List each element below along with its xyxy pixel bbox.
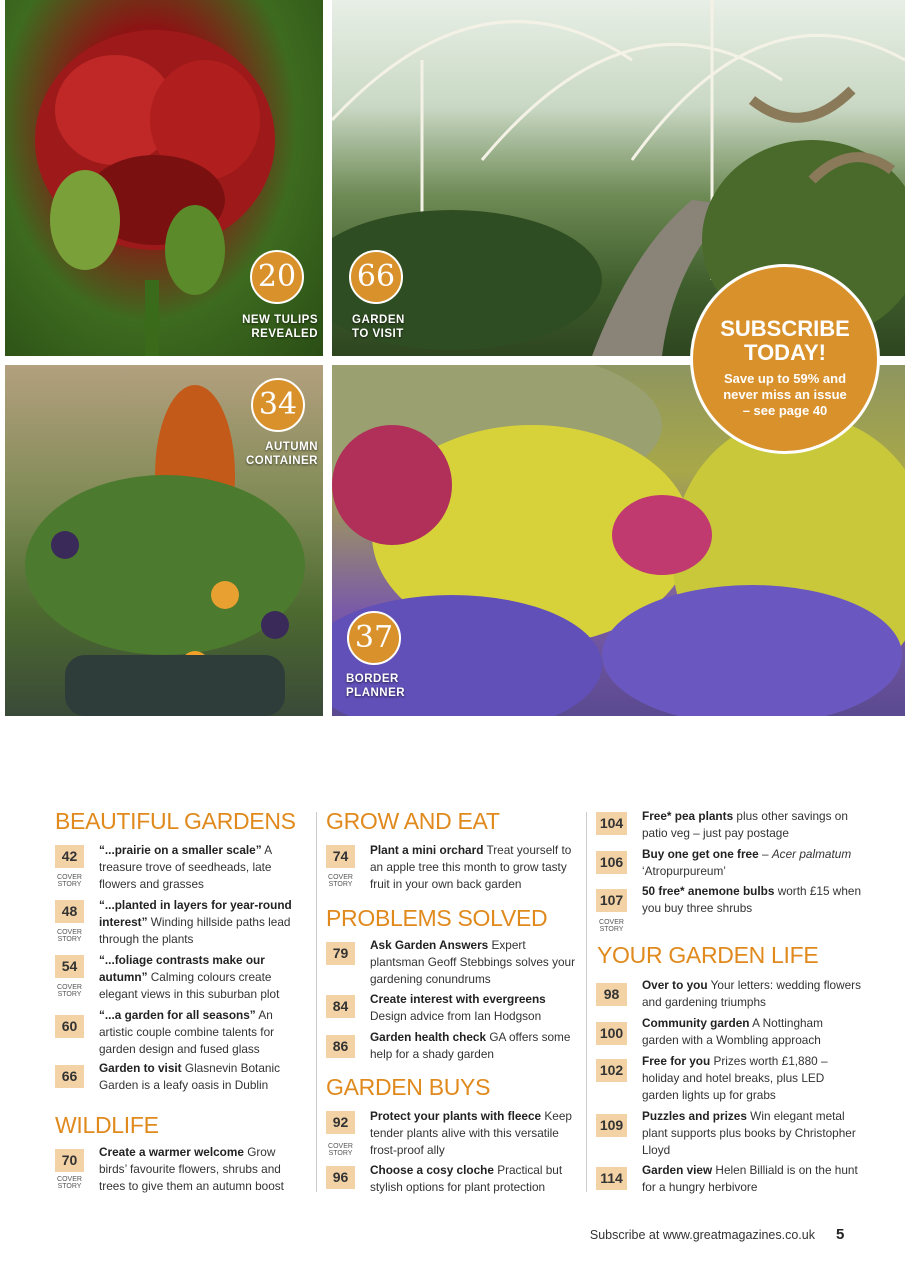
- item-text: [370, 842, 580, 893]
- garden-caption: [352, 313, 405, 341]
- item-title: Choose a cosy cloche: [370, 1163, 494, 1177]
- item-title: Garden to visit: [99, 1061, 182, 1075]
- page-number: 102: [596, 1059, 627, 1082]
- tulip-caption-line1: NEW TULIPS: [242, 314, 318, 326]
- item-text: [99, 952, 295, 1003]
- cover-line1: COVER: [328, 1143, 353, 1150]
- cover-line1: COVER: [57, 984, 82, 991]
- container-page-badge: 34: [251, 378, 305, 432]
- item-desc: Win elegant metal plant supports plus books by Christopher Lloyd: [642, 1109, 856, 1157]
- page-number: 84: [326, 995, 355, 1018]
- cover-line2: STORY: [57, 991, 82, 998]
- item-title: “...planted in layers for year-round interest”: [99, 898, 292, 929]
- border-caption-line1: BORDER: [346, 673, 399, 685]
- page-number: 109: [596, 1114, 627, 1137]
- cover-story-label: [55, 984, 84, 998]
- page-number: 86: [326, 1035, 355, 1058]
- item-title: “...prairie on a smaller scale”: [99, 843, 262, 857]
- subscribe-line4: never miss an issue: [723, 387, 847, 402]
- item-text: [99, 1007, 295, 1058]
- cover-story-label: [55, 1176, 84, 1190]
- item-text: [642, 846, 862, 880]
- page-number: 66: [55, 1065, 84, 1088]
- item-desc: worth £15 when you buy three shrubs: [642, 884, 862, 915]
- item-desc: Your letters: wedding flowers and gardening triumphs: [642, 978, 862, 1009]
- item-text: [370, 937, 580, 988]
- section-heading-your-garden-life: YOUR GARDEN LIFE: [597, 942, 819, 968]
- item-desc: A treasure trove of seedheads, late flowers and grasses: [99, 843, 272, 891]
- item-desc: –: [758, 847, 772, 861]
- cover-line2: STORY: [599, 926, 624, 933]
- section-heading-garden-buys: GARDEN BUYS: [326, 1074, 491, 1100]
- item-desc: Design advice from Ian Hodgson: [370, 1009, 542, 1023]
- page-number: 74: [326, 845, 355, 868]
- border-page-badge: 37: [347, 611, 401, 665]
- garden-caption-line2: TO VISIT: [352, 328, 404, 340]
- page-number-footer: 5: [836, 1226, 845, 1243]
- page-number: 107: [596, 889, 627, 912]
- item-title: Ask Garden Answers: [370, 938, 489, 952]
- item-desc: Winding hillside paths lead through the plants: [99, 915, 291, 946]
- tulip-caption-line2: REVEALED: [251, 328, 318, 340]
- item-title: Over to you: [642, 978, 708, 992]
- item-title: 50 free* anemone bulbs: [642, 884, 775, 898]
- cover-line2: STORY: [57, 936, 82, 943]
- item-title: Puzzles and prizes: [642, 1109, 747, 1123]
- item-desc: plus other savings on patio veg – just pay postage: [642, 809, 848, 840]
- item-title: Free for you: [642, 1054, 711, 1068]
- container-caption-line2: CONTAINER: [245, 455, 318, 467]
- item-desc: Practical but stylish options for plant protection: [370, 1163, 563, 1194]
- item-desc: GA offers some help for a shady garden: [370, 1030, 571, 1061]
- item-text: [370, 991, 580, 1025]
- page-number: 70: [55, 1149, 84, 1172]
- section-heading-wildlife: WILDLIFE: [55, 1112, 159, 1138]
- item-desc: Treat yourself to an apple tree this month to grow tasty fruit in your own back garden: [370, 843, 572, 891]
- item-title: “...a garden for all seasons”: [99, 1008, 256, 1022]
- item-text: [99, 1144, 295, 1195]
- item-text: [642, 977, 862, 1011]
- cover-line2: STORY: [328, 1150, 353, 1157]
- subscribe-title: [693, 317, 877, 365]
- container-caption: [238, 440, 318, 468]
- item-text: [370, 1162, 580, 1196]
- subscribe-line5: – see page 40: [742, 403, 828, 418]
- column-divider-1: [316, 812, 317, 1192]
- item-title: Buy one get one free: [642, 847, 759, 861]
- cover-story-label: [326, 874, 355, 888]
- page-number: 79: [326, 942, 355, 965]
- border-caption-line2: PLANNER: [346, 687, 406, 699]
- item-title: Create interest with evergreens: [370, 992, 546, 1006]
- item-text: [642, 808, 862, 842]
- subscribe-line3: Save up to 59% and: [723, 371, 847, 386]
- subscribe-link[interactable]: Subscribe at www.greatmagazines.co.uk: [589, 1228, 815, 1242]
- item-title: Create a warmer welcome: [99, 1145, 244, 1159]
- item-desc: Keep tender plants alive with this versatile frost-proof ally: [370, 1109, 572, 1157]
- page-number: 92: [326, 1111, 355, 1134]
- cover-story-label: [326, 1143, 355, 1157]
- cover-line2: STORY: [57, 881, 82, 888]
- item-desc: A Nottingham garden with a Wombling approach: [642, 1016, 823, 1047]
- item-text: [370, 1108, 580, 1159]
- item-text: [99, 1060, 295, 1094]
- item-text: [99, 842, 295, 893]
- page-number: 100: [596, 1022, 627, 1045]
- section-heading-beautiful-gardens: BEAUTIFUL GARDENS: [55, 808, 296, 834]
- page-number: 96: [326, 1166, 355, 1189]
- item-title: Community garden: [642, 1016, 750, 1030]
- page-number: 104: [596, 812, 627, 835]
- item-text: [370, 1029, 580, 1063]
- tulip-page-badge: 20: [250, 250, 304, 304]
- page-number: 114: [596, 1167, 627, 1190]
- item-italic: Acer palmatum: [771, 847, 852, 861]
- page-number: 54: [55, 955, 84, 978]
- cover-story-label: [55, 874, 84, 888]
- item-title: Garden view: [642, 1163, 713, 1177]
- page-number: 106: [596, 851, 627, 874]
- item-text: [642, 1053, 862, 1104]
- page-number: 98: [596, 983, 627, 1006]
- garden-caption-line1: GARDEN: [352, 314, 405, 326]
- item-text: [642, 883, 862, 917]
- page-number: 42: [55, 845, 84, 868]
- item-title: Protect your plants with fleece: [370, 1109, 542, 1123]
- item-text: [99, 897, 295, 948]
- cover-line1: COVER: [57, 929, 82, 936]
- subscribe-badge[interactable]: [690, 264, 880, 454]
- border-caption: [346, 672, 405, 700]
- item-title: Garden health check: [370, 1030, 487, 1044]
- section-heading-grow-and-eat: GROW AND EAT: [326, 808, 500, 834]
- item-title: “...foliage contrasts make our autumn”: [99, 953, 265, 984]
- page-number: 60: [55, 1015, 84, 1038]
- cover-line1: COVER: [57, 874, 82, 881]
- cover-story-label: [596, 919, 627, 933]
- item-desc: An artistic couple combine talents for garden design and fused glass: [99, 1008, 275, 1056]
- item-desc: Prizes worth £1,880 – holiday and hotel breaks, plus LED garden lights up for grabs: [642, 1054, 828, 1102]
- garden-page-badge: 66: [349, 250, 403, 304]
- cover-line1: COVER: [57, 1176, 82, 1183]
- item-text: [642, 1015, 862, 1049]
- container-caption-line1: AUTUMN: [265, 441, 318, 453]
- item-desc: Expert plantsman Geoff Stebbings solves your gardening conundrums: [370, 938, 576, 986]
- item-desc: Calming colours create elegant views in this suburban plot: [99, 970, 280, 1001]
- column-divider-2: [586, 812, 587, 1192]
- item-text: [642, 1162, 862, 1196]
- subscribe-offer: [693, 371, 877, 419]
- item-desc: Glasnevin Botanic Garden is a leafy oasis in Dublin: [99, 1061, 280, 1092]
- tulip-caption: [240, 313, 318, 341]
- cover-line2: STORY: [328, 881, 353, 888]
- cover-line1: COVER: [599, 919, 624, 926]
- item-desc-2: ‘Atropurpureum’: [642, 864, 726, 878]
- item-title: Free* pea plants: [642, 809, 734, 823]
- cover-line2: STORY: [57, 1183, 82, 1190]
- cover-story-label: [55, 929, 84, 943]
- subscribe-line1: SUBSCRIBE: [720, 316, 850, 341]
- subscribe-line2: TODAY!: [744, 340, 826, 365]
- page-number: 48: [55, 900, 84, 923]
- item-desc: Grow birds’ favourite flowers, shrubs and trees to give them an autumn boost: [99, 1145, 284, 1193]
- section-heading-problems-solved: PROBLEMS SOLVED: [326, 905, 548, 931]
- item-title: Plant a mini orchard: [370, 843, 484, 857]
- cover-line1: COVER: [328, 874, 353, 881]
- item-text: [642, 1108, 862, 1159]
- item-desc: Helen Billiald is on the hunt for a hungry herbivore: [642, 1163, 858, 1194]
